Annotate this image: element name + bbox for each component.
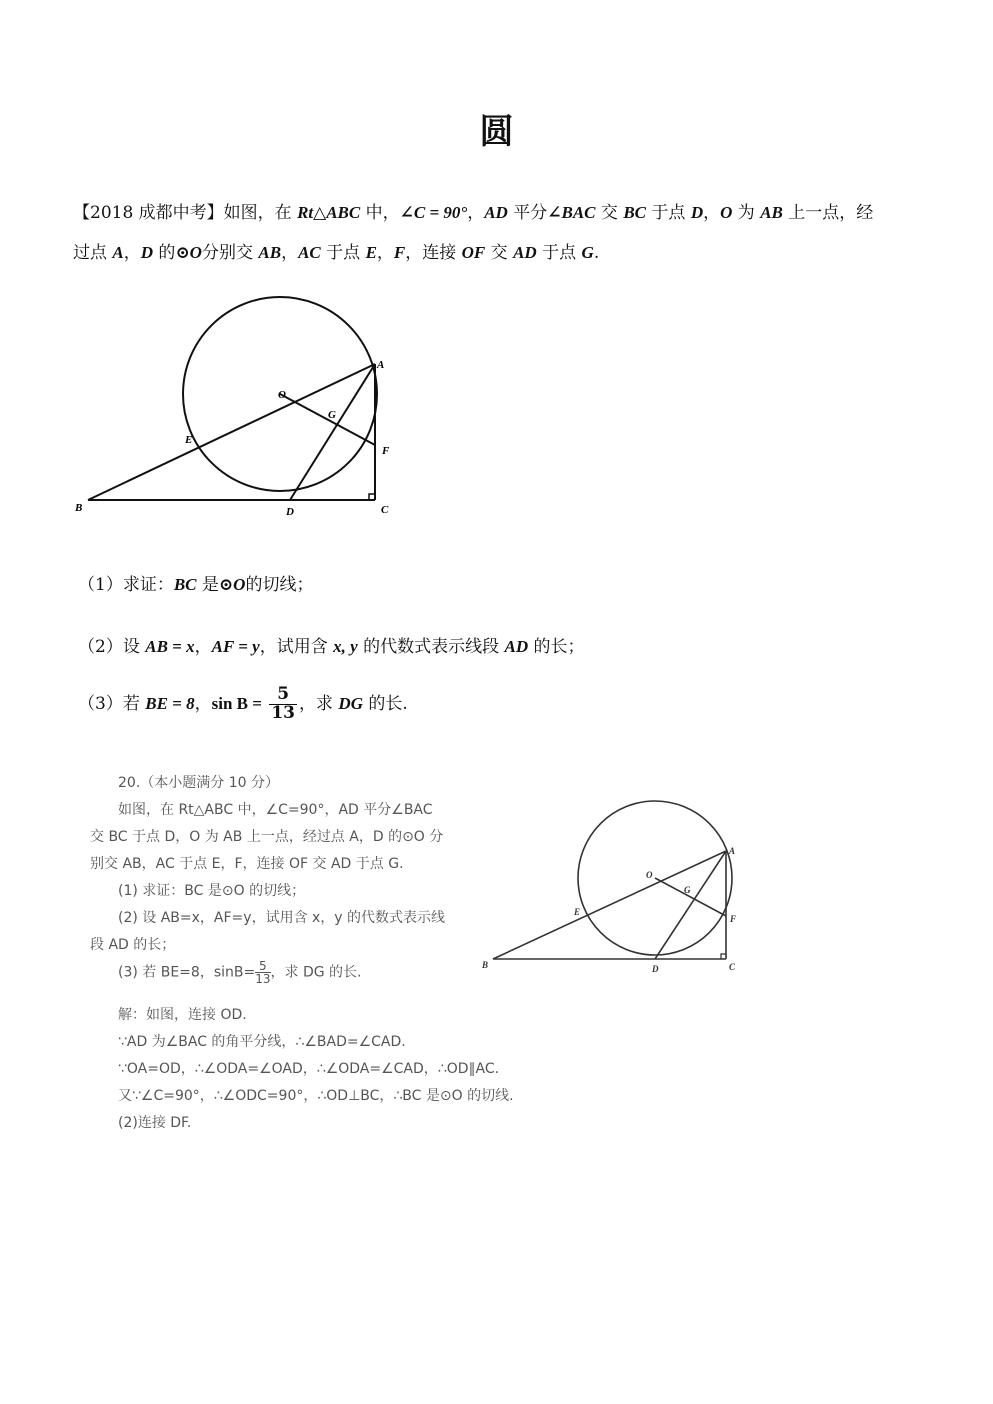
scan-label-f: F xyxy=(730,914,737,924)
question-3: （3）若 BE = 8，sin B = $\frac{5}{13}$ ，求 DG 的长. xyxy=(78,684,408,723)
label-d: D xyxy=(286,506,294,518)
page-title: 圆 xyxy=(479,112,514,152)
scan-line-1: 如图，在 Rt△ABC 中，∠C=90°，AD 平分∠BAC xyxy=(118,802,433,818)
label-o: O xyxy=(278,389,286,401)
problem-line-1: 【2018 成都中考】如图，在 Rt△ABC 中，∠C = 90°，AD 平分∠BAC 交 BC 于点 D，O 为 AB 上一点，经 xyxy=(73,203,874,223)
scan-line-4: (1) 求证：BC 是⊙O 的切线； xyxy=(118,883,306,899)
scan-label-a: A xyxy=(729,846,736,856)
label-e: E xyxy=(185,434,193,446)
scan-label-d: D xyxy=(652,964,659,974)
question-2: （2）设 AB = x，AF = y，试用含 x, y 的代数式表示线段 AD 的长； xyxy=(78,637,585,657)
scan-geometry-figure xyxy=(478,796,758,986)
fraction-5-13: $\frac{5}{13}$ xyxy=(271,684,296,723)
scan-line-6: 段 AD 的长； xyxy=(90,937,176,953)
scan-label-b: B xyxy=(482,960,489,970)
geometry-figure xyxy=(70,290,400,530)
solution-line-4: 又∵∠C=90°，∴∠ODC=90°，∴OD⊥BC，∴BC 是⊙O 的切线. xyxy=(118,1088,514,1104)
problem-line-2: 过点 A，D 的⊙O分别交 AB，AC 于点 E，F，连接 OF 交 AD 于点 G. xyxy=(73,243,600,263)
scan-segment-of xyxy=(655,878,726,916)
label-b: B xyxy=(75,502,83,514)
question-1: （1）求证：BC 是⊙O的切线； xyxy=(78,575,314,595)
scan-question-3: (3) 若 BE=8，sinB= $\frac{5}{13}$ ，求 DG 的长. xyxy=(118,959,362,986)
scan-line-3: 别交 AB，AC 于点 E，F，连接 OF 交 AD 于点 G. xyxy=(90,856,404,872)
scan-line-5: (2) 设 AB=x，AF=y，试用含 x，y 的代数式表示线 xyxy=(118,910,446,926)
scan-line-2: 交 BC 于点 D，O 为 AB 上一点，经过点 A，D 的⊙O 分 xyxy=(90,829,444,845)
scan-label-g: G xyxy=(684,885,691,895)
scan-header: 20.（本小题满分 10 分） xyxy=(118,775,279,791)
label-f: F xyxy=(382,445,390,457)
label-g: G xyxy=(328,409,336,421)
solution-line-5: (2)连接 DF. xyxy=(118,1115,192,1131)
label-a: A xyxy=(377,359,385,371)
scan-label-o: O xyxy=(646,870,653,880)
solution-line-2: ∵AD 为∠BAC 的角平分线，∴∠BAD=∠CAD. xyxy=(118,1034,406,1050)
solution-line-3: ∵OA=OD，∴∠ODA=∠OAD，∴∠ODA=∠CAD，∴OD∥AC. xyxy=(118,1061,500,1077)
label-c: C xyxy=(381,504,389,516)
scan-label-c: C xyxy=(729,962,736,972)
scan-label-e: E xyxy=(574,907,581,917)
scan-fraction: $\frac{5}{13}$ xyxy=(255,959,271,986)
problem-source: 【2018 成都中考】 xyxy=(73,203,224,223)
solution-line-1: 解：如图，连接 OD. xyxy=(118,1007,247,1023)
